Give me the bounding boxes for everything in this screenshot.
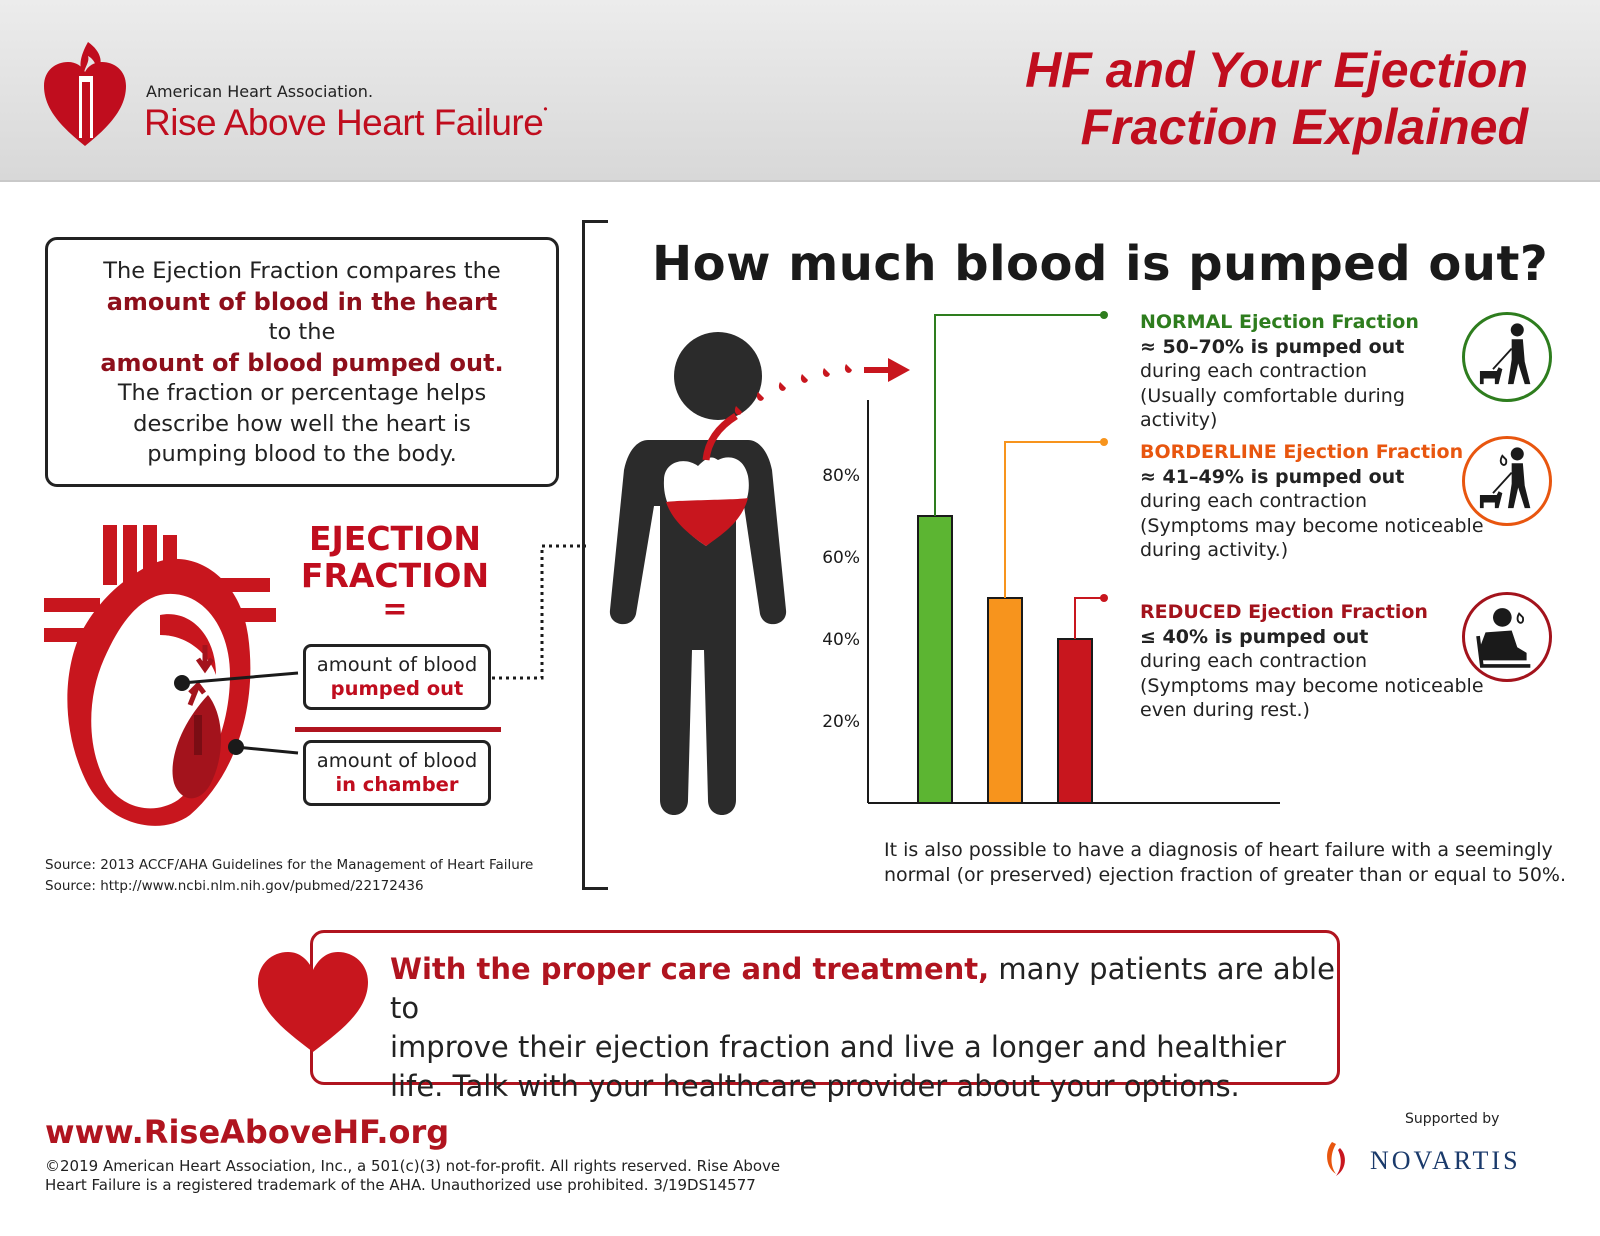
footnote-line1: It is also possible to have a diagnosis of heart failure with a seemingly bbox=[884, 839, 1553, 861]
supported-by-label: Supported by bbox=[1405, 1111, 1500, 1127]
sources bbox=[45, 855, 533, 897]
section-bracket bbox=[582, 220, 608, 890]
normal-range: ≈ 50–70% is pumped out bbox=[1140, 335, 1405, 358]
bar-connector-dot-normal bbox=[1100, 311, 1108, 319]
reduced-title: REDUCED Ejection Fraction bbox=[1140, 601, 1428, 623]
header-band bbox=[0, 0, 1600, 182]
org-name: American Heart Association. bbox=[146, 82, 374, 101]
borderline-line3: during activity.) bbox=[1140, 539, 1289, 561]
copyright-line2: Heart Failure is a registered trademark of the AHA. Unauthorized use prohibited. 3/19DS14577 bbox=[45, 1176, 756, 1194]
website-link[interactable]: www.RiseAboveHF.org bbox=[45, 1113, 450, 1151]
normal-line1: during each contraction bbox=[1140, 360, 1368, 382]
y-tick-label: 60% bbox=[822, 548, 860, 568]
bar-connector-dot-borderline bbox=[1100, 438, 1108, 446]
normal-line3: activity) bbox=[1140, 409, 1218, 431]
ejection-fraction-heading bbox=[300, 520, 490, 594]
novartis-flame-icon bbox=[1322, 1138, 1352, 1178]
bar-connector-reduced bbox=[1075, 598, 1102, 639]
denominator-line2: in chamber bbox=[335, 773, 459, 796]
reduced-line2: (Symptoms may become noticeable bbox=[1140, 674, 1484, 697]
borderline-line2: (Symptoms may become noticeable bbox=[1140, 514, 1484, 537]
normal-category bbox=[1140, 310, 1419, 433]
bar-borderline bbox=[988, 598, 1022, 803]
borderline-category bbox=[1140, 440, 1484, 563]
y-tick-label: 20% bbox=[822, 712, 860, 732]
callout-line1-rest: many patients are able to bbox=[390, 952, 1335, 1025]
numerator-line2: pumped out bbox=[330, 677, 464, 700]
sponsor-name: NOVARTIS bbox=[1370, 1146, 1521, 1175]
reduced-range: ≤ 40% is pumped out bbox=[1140, 625, 1369, 648]
heart-icon bbox=[256, 948, 371, 1056]
page-title bbox=[1025, 42, 1528, 156]
chart-title: How much blood is pumped out? bbox=[652, 236, 1549, 292]
bar-connector-dot-reduced bbox=[1100, 594, 1108, 602]
fraction-bar bbox=[295, 727, 501, 732]
y-tick-label: 80% bbox=[822, 466, 860, 486]
numerator-line1: amount of blood bbox=[316, 653, 478, 676]
definition-line7: pumping blood to the body. bbox=[147, 441, 457, 467]
y-tick-label: 40% bbox=[822, 630, 860, 650]
brand-name bbox=[144, 102, 547, 144]
callout-line3: life. Talk with your healthcare provider about your options. bbox=[390, 1069, 1240, 1103]
definition-line5: The fraction or percentage helps bbox=[117, 380, 487, 406]
person-resting-icon bbox=[1462, 592, 1552, 682]
definition-line6: describe how well the heart is bbox=[133, 410, 471, 437]
preserved-ef-footnote bbox=[884, 838, 1566, 887]
bar-normal bbox=[918, 516, 952, 803]
walking-dog-icon bbox=[1462, 312, 1552, 402]
borderline-title: BORDERLINE Ejection Fraction bbox=[1140, 441, 1464, 463]
normal-title: NORMAL Ejection Fraction bbox=[1140, 311, 1419, 333]
callout-bold: With the proper care and treatment, bbox=[390, 952, 990, 986]
numerator-box bbox=[303, 644, 491, 710]
bar-connector-borderline bbox=[1005, 442, 1102, 598]
definition-line4: amount of blood pumped out. bbox=[100, 348, 504, 377]
ef-heading-line2: FRACTION bbox=[300, 556, 490, 595]
ef-heading-line1: EJECTION bbox=[308, 519, 482, 558]
definition-line3: to the bbox=[268, 319, 336, 345]
borderline-range: ≈ 41–49% is pumped out bbox=[1140, 465, 1405, 488]
callout-line2: improve their ejection fraction and live a longer and healthier bbox=[390, 1030, 1286, 1064]
copyright bbox=[45, 1157, 805, 1195]
brand-name-text: Rise Above Heart Failure bbox=[144, 102, 544, 143]
callout-line1 bbox=[390, 950, 1340, 1028]
reduced-line3: even during rest.) bbox=[1140, 699, 1310, 721]
source-line2: Source: http://www.ncbi.nlm.nih.gov/pubmed/22172436 bbox=[45, 878, 424, 894]
denominator-line1: amount of blood bbox=[316, 749, 478, 772]
normal-line2: (Usually comfortable during bbox=[1140, 384, 1405, 407]
copyright-line1: ©2019 American Heart Association, Inc., a 501(c)(3) not-for-profit. All rights reserved. Rise Above bbox=[45, 1157, 781, 1175]
brand-mark: • bbox=[543, 102, 548, 116]
borderline-line1: during each contraction bbox=[1140, 490, 1368, 512]
page-title-line1: HF and Your Ejection bbox=[1025, 42, 1528, 98]
bar-connector-normal bbox=[935, 315, 1102, 516]
reduced-line1: during each contraction bbox=[1140, 650, 1368, 672]
equals-sign: = bbox=[382, 592, 408, 627]
care-callout-text bbox=[390, 950, 1340, 1106]
source-line1: Source: 2013 ACCF/AHA Guidelines for the Management of Heart Failure bbox=[45, 857, 534, 873]
heart-anatomy-illustration bbox=[40, 525, 280, 835]
aha-torch-heart-logo bbox=[40, 38, 130, 150]
definition-line1: The Ejection Fraction compares the bbox=[103, 258, 501, 284]
page-title-line2: Fraction Explained bbox=[1080, 99, 1528, 155]
denominator-box bbox=[303, 740, 491, 806]
walking-dog-tired-icon bbox=[1462, 436, 1552, 526]
footnote-line2: normal (or preserved) ejection fraction of greater than or equal to 50%. bbox=[884, 863, 1567, 886]
dotted-connector bbox=[490, 540, 590, 690]
reduced-category bbox=[1140, 600, 1484, 723]
bar-reduced bbox=[1058, 639, 1092, 803]
definition-box bbox=[45, 237, 559, 487]
definition-line2: amount of blood in the heart bbox=[106, 287, 498, 316]
